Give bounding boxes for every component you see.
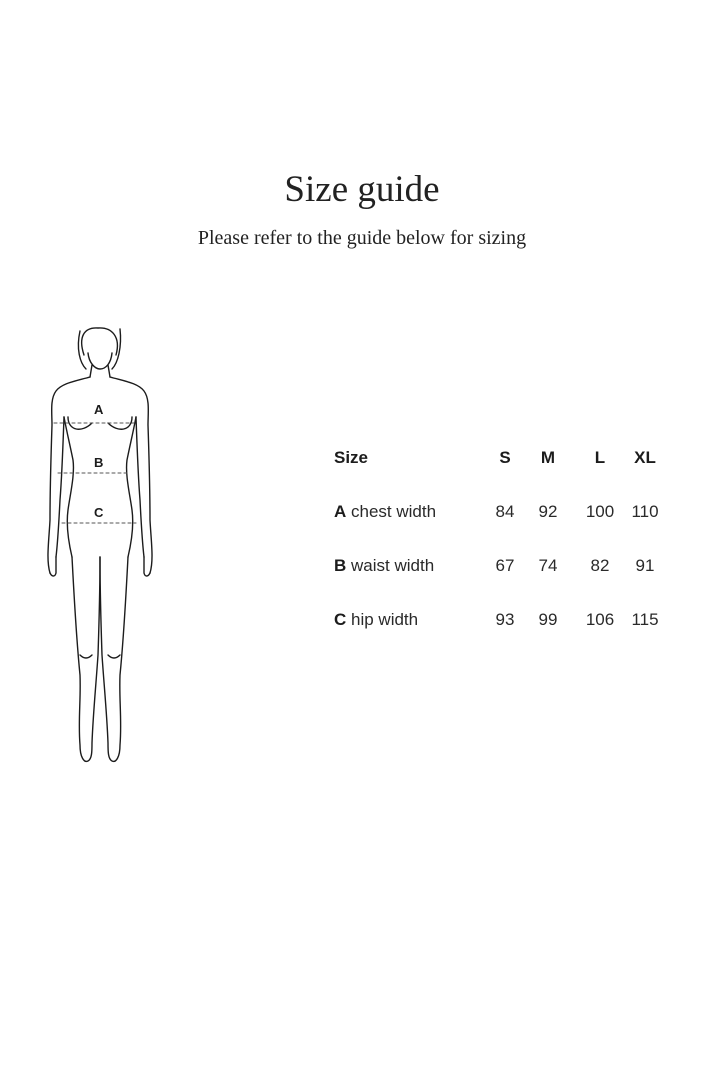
row-measurement-name: chest width	[351, 502, 437, 521]
row-measurement-name: waist width	[351, 556, 435, 575]
row-letter: B	[334, 556, 347, 575]
table-header-row	[334, 440, 674, 494]
column-header-l: L	[594, 448, 606, 467]
cell-hip-xl: 115	[631, 610, 659, 629]
page-subtitle: Please refer to the guide below for sizing	[197, 227, 527, 249]
marker-b-label: B	[94, 455, 104, 470]
table-row-hip	[334, 602, 674, 656]
cell-waist-l: 82	[590, 556, 610, 575]
row-label	[334, 610, 418, 630]
size-table	[334, 440, 674, 656]
column-header-xl: XL	[634, 448, 656, 467]
body-silhouette-illustration	[40, 325, 165, 770]
row-letter: C	[334, 610, 347, 629]
cell-chest-xl: 110	[631, 502, 659, 521]
column-header-size: Size	[334, 448, 369, 467]
cell-hip-s: 93	[495, 610, 515, 629]
row-measurement-name: hip width	[351, 610, 419, 629]
row-label	[334, 556, 434, 576]
cell-hip-m: 99	[538, 610, 558, 629]
column-header-m: M	[540, 448, 556, 467]
table-row-chest	[334, 494, 674, 548]
marker-a-label: A	[94, 402, 104, 417]
cell-chest-m: 92	[538, 502, 558, 521]
page-title: Size guide	[284, 169, 440, 210]
table-row-waist	[334, 548, 674, 602]
cell-waist-m: 74	[538, 556, 558, 575]
row-letter: A	[334, 502, 347, 521]
row-label	[334, 502, 436, 522]
cell-hip-l: 106	[585, 610, 615, 629]
cell-chest-l: 100	[585, 502, 615, 521]
body-measurement-figure	[40, 325, 165, 770]
marker-c-label: C	[94, 505, 104, 520]
cell-chest-s: 84	[495, 502, 515, 521]
column-header-s: S	[499, 448, 511, 467]
cell-waist-xl: 91	[635, 556, 655, 575]
cell-waist-s: 67	[495, 556, 515, 575]
